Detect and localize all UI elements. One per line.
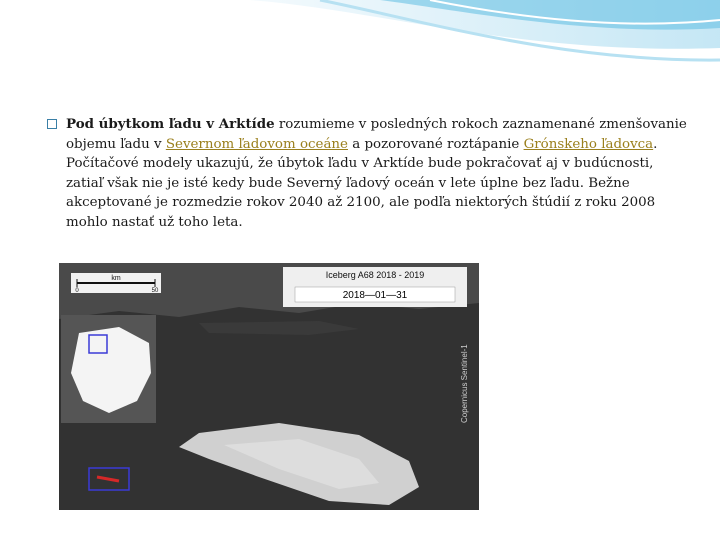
figure-title-box: [283, 267, 467, 307]
link-arctic-ocean[interactable]: Severnom ľadovom oceáne: [165, 136, 348, 152]
scale-start-label: 0: [75, 288, 79, 294]
image-credit: Copernicus Sentinel-1: [460, 344, 469, 423]
paragraph-text: [66, 115, 687, 233]
scale-unit-label: km: [111, 275, 121, 282]
iceberg-satellite-image: [59, 263, 479, 510]
text-run: . Počítačové modely ukazujú, že úbytok ľadu v Arktíde bude pokračovať aj v budúcnosti, zatiaľ však nie je isté kedy bude Severný ľadový oceán v lete úplne bez ľadu. Bežne akceptované je rozmedzie rokov 2040 až 2100, ale podľa niektorých štúdií z roku 2008 mohlo nastať už toho leta.: [66, 136, 658, 230]
square-bullet-icon: [47, 119, 57, 129]
bullet-paragraph: [47, 115, 687, 233]
text-run: rozumieme v posledných rokoch zaznamenané zmenšovanie objemu ľadu v: [66, 117, 687, 152]
figure-date: 2018—01—31: [342, 290, 408, 301]
scale-end-label: 50: [151, 288, 159, 294]
term-bold: Pod úbytkom ľadu v Arktíde: [66, 116, 275, 132]
figure-title: Iceberg A68 2018 - 2019: [325, 270, 425, 280]
scale-bar: [71, 273, 161, 294]
link-greenland-ice-sheet[interactable]: Grónskeho ľadovca: [523, 136, 654, 152]
satellite-svg: [59, 263, 479, 510]
text-run: a pozorované roztápanie: [347, 136, 524, 152]
top-wave-decoration: [0, 0, 720, 110]
